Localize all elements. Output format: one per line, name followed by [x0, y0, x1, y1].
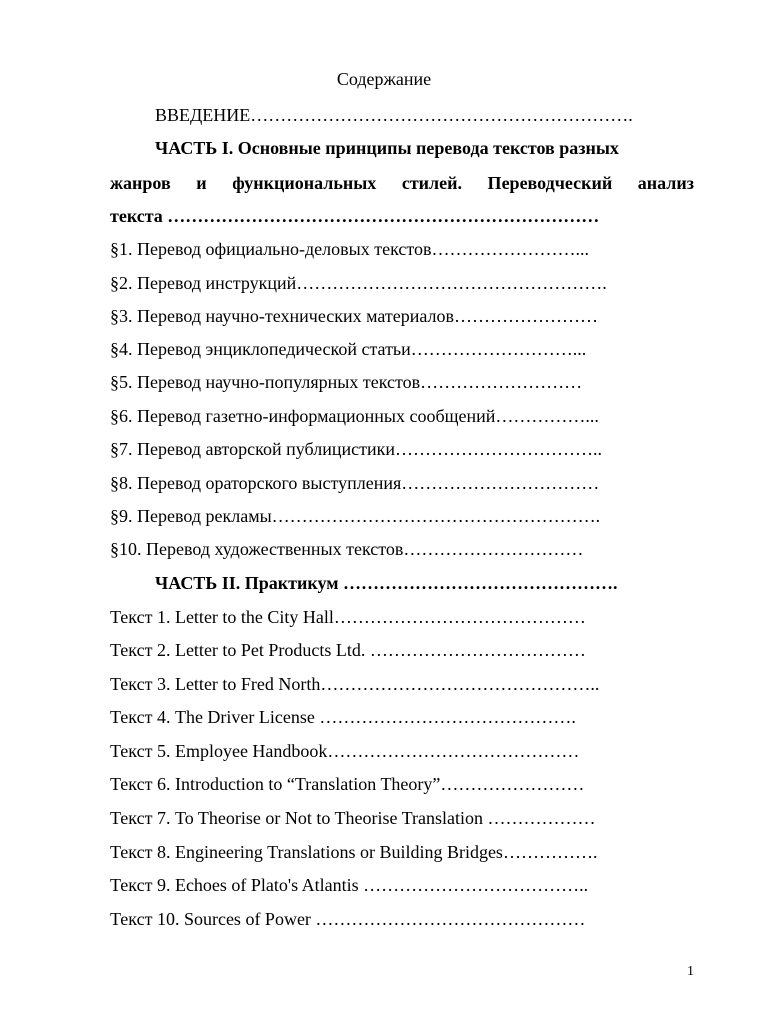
toc-item-2: §2. Перевод инструкций……………………………………………. [110, 273, 607, 293]
toc-item-4: §4. Перевод энциклопедической статьи………………………... [110, 339, 587, 359]
toc-item-6: §6. Перевод газетно-информационных сообщений……………... [110, 406, 599, 426]
toc-text-6: Текст 6. Introduction to “Translation Theory”…………………… [110, 774, 585, 794]
toc-text-2: Текст 2. Letter to Pet Products Ltd. ……………………………… [110, 640, 586, 660]
toc-text-3: Текст 3. Letter to Fred North……………………………………….. [110, 674, 600, 694]
toc-item-9: §9. Перевод рекламы………………………………………………. [110, 506, 601, 526]
toc-text-1: Текст 1. Letter to the City Hall…………………………………… [110, 607, 586, 627]
toc-text-7: Текст 7. To Theorise or Not to Theorise Translation ……………… [110, 808, 596, 828]
toc-text-9: Текст 9. Echoes of Plato's Atlantis ……………………………….. [110, 875, 589, 895]
toc-item-8: §8. Перевод ораторского выступления…………………………… [110, 473, 600, 493]
toc-part1-line2: жанров и функциональных стилей. Переводческий анализ [110, 173, 694, 193]
toc-part2: ЧАСТЬ II. Практикум ………………………………………. [155, 573, 618, 593]
toc-item-7: §7. Перевод авторской публицистики…………………………….. [110, 439, 602, 459]
toc-part1-line3: текста ……………………………………………………………… [110, 206, 600, 226]
page-number: 1 [687, 964, 694, 979]
toc-item-1: §1. Перевод официально-деловых текстов……………………... [110, 239, 590, 259]
toc-item-10: §10. Перевод художественных текстов………………………… [110, 539, 584, 559]
toc-item-3: §3. Перевод научно-технических материалов…………………… [110, 306, 599, 326]
toc-intro: ВВЕДЕНИЕ………………………………………………………. [155, 105, 633, 125]
toc-item-5: §5. Перевод научно-популярных текстов……………………… [110, 372, 583, 392]
toc-text-4: Текст 4. The Driver License ……………………………………. [110, 707, 576, 727]
toc-text-8: Текст 8. Engineering Translations or Building Bridges……………. [110, 842, 598, 862]
toc-text-5: Текст 5. Employee Handbook…………………………………… [110, 741, 580, 761]
page-title: Содержание [336, 69, 432, 89]
toc-text-10: Текст 10. Sources of Power ……………………………………… [110, 909, 586, 929]
toc-part1-line1: ЧАСТЬ I. Основные принципы перевода текстов разных [155, 138, 619, 158]
